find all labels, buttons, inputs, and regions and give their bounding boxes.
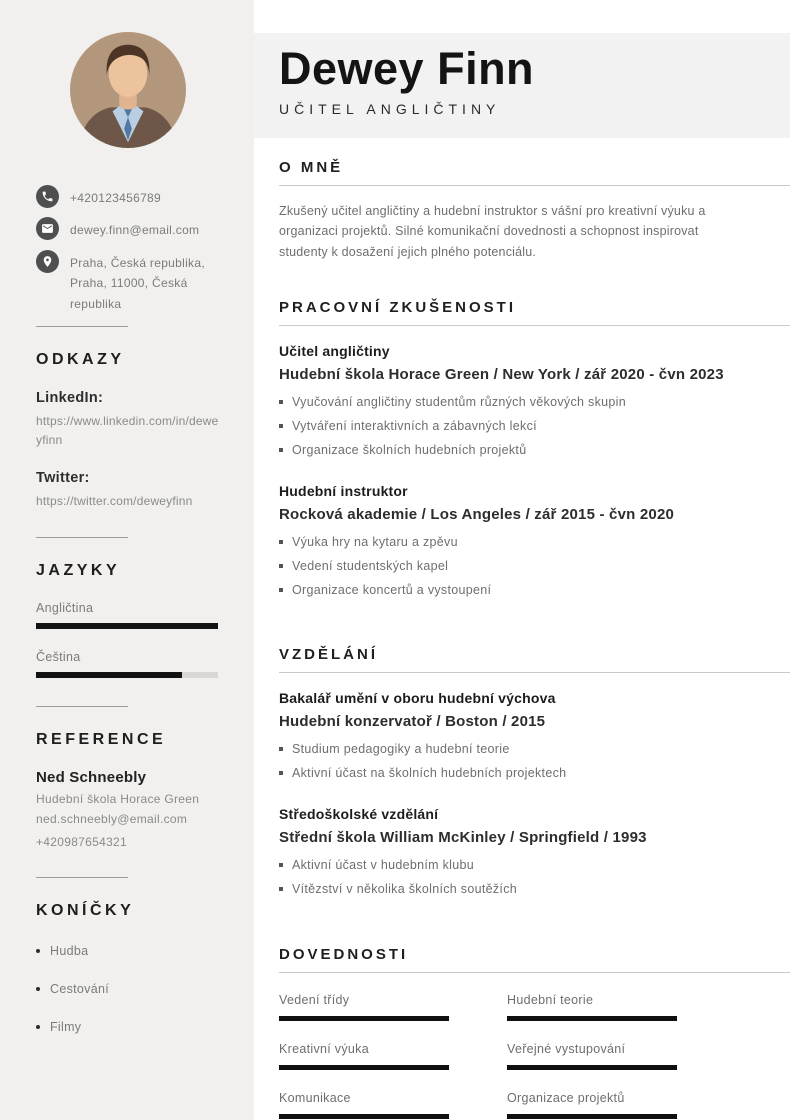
section-rule	[279, 972, 790, 973]
bullet-square	[279, 424, 283, 428]
links-section-title: ODKAZY	[36, 350, 125, 368]
bullet-square	[279, 448, 283, 452]
education-bullets	[279, 742, 790, 780]
skill-level-bar	[279, 1016, 449, 1021]
bullet-item	[279, 858, 790, 872]
section-rule	[279, 185, 790, 186]
experience-entry	[279, 483, 790, 597]
skill-level-fill	[507, 1065, 677, 1070]
contact-phone	[36, 184, 220, 208]
skill-level-fill	[507, 1114, 677, 1119]
avatar-portrait-illustration	[70, 32, 186, 148]
language-name: Angličtina	[36, 600, 94, 615]
bullet-item	[279, 443, 790, 457]
education-bullets	[279, 858, 790, 896]
job-bullets	[279, 395, 790, 457]
language-level-bar	[36, 623, 218, 629]
language-level-bar	[36, 672, 218, 678]
link-item-linkedin	[36, 390, 220, 449]
email-icon	[36, 217, 59, 240]
skill-level-bar	[507, 1016, 677, 1021]
reference-organization: Hudební škola Horace Green	[36, 791, 200, 806]
contact-location	[36, 249, 220, 314]
skill-level-fill	[507, 1016, 677, 1021]
reference-email[interactable]: ned.schneebly@email.com	[36, 811, 188, 826]
skills-grid	[279, 993, 790, 1119]
bullet-text: Vyučování angličtiny studentům různých věkových skupin	[292, 394, 626, 409]
skill-item	[507, 1091, 677, 1119]
bullet-text: Aktivní účast na školních hudebních projektech	[292, 765, 567, 780]
phone-icon	[36, 185, 59, 208]
degree-name: Bakalář umění v oboru hudební výchova	[279, 689, 556, 706]
bullet-item	[279, 766, 790, 780]
job-role: Hudební instruktor	[279, 482, 408, 499]
skills-title: DOVEDNOSTI	[279, 945, 409, 963]
reference-name: Ned Schneebly	[36, 768, 147, 786]
bullet-text: Výuka hry na kytaru a zpěvu	[292, 534, 458, 549]
main-content	[254, 159, 790, 1119]
references-section-title: REFERENCE	[36, 730, 167, 748]
section-rule	[279, 325, 790, 326]
section-rule	[279, 672, 790, 673]
bullet-dot	[36, 949, 40, 953]
skill-name: Hudební teorie	[507, 992, 594, 1007]
twitter-url[interactable]: https://twitter.com/deweyfinn	[36, 494, 193, 509]
twitter-label: Twitter:	[36, 470, 90, 487]
bullet-text: Vedení studentských kapel	[292, 558, 449, 573]
bullet-item	[279, 583, 790, 597]
bullet-item	[279, 395, 790, 409]
languages-section-title: JAZYKY	[36, 561, 121, 579]
contact-email	[36, 216, 220, 240]
phone-number: +420123456789	[70, 191, 161, 205]
job-role: Učitel angličtiny	[279, 342, 390, 359]
section-skills	[279, 946, 790, 1119]
avatar	[70, 32, 186, 148]
linkedin-url[interactable]: https://www.linkedin.com/in/deweyfinn	[36, 413, 219, 447]
job-meta: Rocková akademie / Los Angeles / zář 2015 - čvn 2020	[279, 505, 675, 523]
skill-level-fill	[279, 1114, 449, 1119]
skill-level-fill	[279, 1016, 449, 1021]
language-item	[36, 650, 220, 678]
bullet-square	[279, 588, 283, 592]
job-bullets	[279, 535, 790, 597]
person-job-title: UČITEL ANGLIČTINY	[279, 101, 501, 118]
hobby-label: Cestování	[50, 981, 109, 996]
sidebar-divider	[36, 706, 128, 707]
language-item	[36, 601, 220, 629]
link-item-twitter	[36, 470, 220, 511]
bullet-item	[279, 882, 790, 896]
hobby-label: Filmy	[50, 1019, 82, 1034]
bullet-text: Organizace koncertů a vystoupení	[292, 582, 492, 597]
skill-item	[279, 993, 449, 1021]
about-title: O MNĚ	[279, 159, 344, 176]
education-entry	[279, 806, 790, 896]
bullet-square	[279, 771, 283, 775]
language-name: Čeština	[36, 649, 81, 664]
skill-item	[507, 993, 677, 1021]
skill-level-bar	[507, 1114, 677, 1119]
degree-name: Středoškolské vzdělání	[279, 805, 439, 822]
job-meta: Hudební škola Horace Green / New York / zář 2020 - čvn 2023	[279, 365, 724, 383]
sidebar	[0, 0, 254, 1120]
hobby-label: Hudba	[50, 943, 89, 958]
language-level-fill	[36, 623, 218, 629]
bullet-square	[279, 400, 283, 404]
email-address[interactable]: dewey.finn@email.com	[70, 223, 200, 238]
bullet-text: Aktivní účast v hudebním klubu	[292, 857, 475, 872]
contact-block	[36, 184, 220, 314]
bullet-square	[279, 887, 283, 891]
person-name: Dewey Finn	[279, 43, 535, 94]
bullet-item	[279, 419, 790, 433]
skill-name: Kreativní výuka	[279, 1041, 369, 1056]
bullet-square	[279, 747, 283, 751]
experience-title: PRACOVNÍ ZKUŠENOSTI	[279, 298, 517, 316]
bullet-square	[279, 863, 283, 867]
section-experience	[279, 299, 790, 597]
skill-level-bar	[507, 1065, 677, 1070]
sidebar-divider	[36, 537, 128, 538]
sidebar-divider	[36, 877, 128, 878]
hobby-item	[36, 982, 220, 996]
skill-name: Organizace projektů	[507, 1090, 625, 1105]
hobby-item	[36, 944, 220, 958]
school-meta: Hudební konzervatoř / Boston / 2015	[279, 712, 546, 730]
section-education	[279, 646, 790, 896]
linkedin-label: LinkedIn:	[36, 389, 104, 406]
reference-phone: +420987654321	[36, 834, 127, 849]
about-text: Zkušený učitel angličtiny a hudební instruktor s vášní pro kreativní výuku a organizaci projektů. Silné komunikační dovednosti a schopnost inspirovat studenty k dosažení jejich plného potenciálu.	[279, 204, 706, 259]
skill-level-bar	[279, 1114, 449, 1119]
skill-name: Veřejné vystupování	[507, 1041, 626, 1056]
bullet-square	[279, 564, 283, 568]
bullet-item	[279, 742, 790, 756]
hobbies-section-title: KONÍČKY	[36, 901, 135, 919]
bullet-text: Organizace školních hudebních projektů	[292, 442, 527, 457]
bullet-square	[279, 540, 283, 544]
skill-level-bar	[279, 1065, 449, 1070]
bullet-item	[279, 535, 790, 549]
school-meta: Střední škola William McKinley / Springfield / 1993	[279, 828, 647, 846]
hobby-item	[36, 1020, 220, 1034]
bullet-text: Vítězství v několika školních soutěžích	[292, 881, 517, 896]
skill-name: Vedení třídy	[279, 992, 350, 1007]
skill-item	[279, 1091, 449, 1119]
experience-entry	[279, 343, 790, 457]
bullet-text: Studium pedagogiky a hudební teorie	[292, 741, 510, 756]
location-pin-icon	[36, 250, 59, 273]
bullet-dot	[36, 987, 40, 991]
skill-level-fill	[279, 1065, 449, 1070]
bullet-text: Vytváření interaktivních a zábavných lekcí	[292, 418, 537, 433]
education-title: VZDĚLÁNÍ	[279, 645, 378, 663]
bullet-item	[279, 559, 790, 573]
sidebar-divider	[36, 326, 128, 327]
skill-item	[279, 1042, 449, 1070]
education-entry	[279, 690, 790, 780]
skill-name: Komunikace	[279, 1090, 351, 1105]
section-about	[279, 159, 790, 262]
bullet-dot	[36, 1025, 40, 1029]
location-text: Praha, Česká republika, Praha, 11000, Česká republika	[70, 255, 205, 311]
skill-item	[507, 1042, 677, 1070]
language-level-fill	[36, 672, 182, 678]
main-column	[254, 0, 794, 1120]
header-band	[254, 33, 790, 138]
